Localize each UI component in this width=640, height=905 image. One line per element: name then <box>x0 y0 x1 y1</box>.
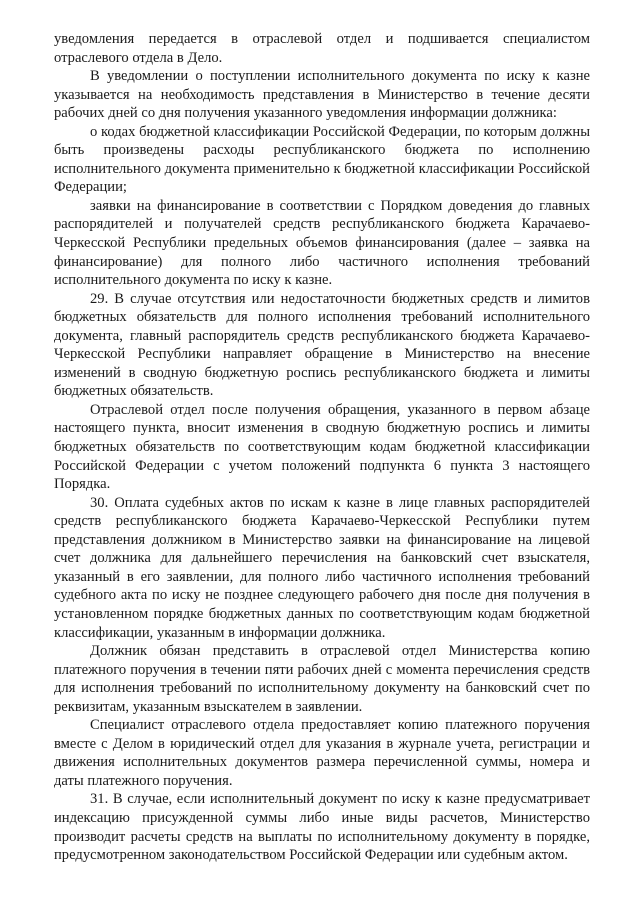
paragraph-budget-codes: о кодах бюджетной классификации Российской Федерации, по которым должны быть произведены расходы республиканского бюджета по исполнению исполнительного документа применительно к бюджетной классификации Российской Федерации; <box>54 123 590 196</box>
paragraph-item-30: 30. Оплата судебных актов по искам к казне в лице главных распорядителей средств республиканского бюджета Карачаево-Черкесской Республики путем представления должником в Министерство заявки на финансирование на лицевой счет должника для дальнейшего перечисления на банковский счет взыскателя, указанный в его заявлении, для полного либо частичного исполнения требований судебного акта по иску не позднее следующего рабочего дня после дня получения в установленном порядке бюджетных данных по соответствующим кодам бюджетной классификации, указанным в информации должника. <box>54 494 590 641</box>
paragraph-notification-info: В уведомлении о поступлении исполнительного документа по иску к казне указывается на необходимость представления в Министерство в течение десяти рабочих дней со дня получения указанного уведомления информации должника: <box>54 68 590 122</box>
paragraph-specialist: Специалист отраслевого отдела предоставляет копию платежного поручения вместе с Делом в юридический отдел для указания в журнале учета, регистрации и движения исполнительных документов размера перечисленной суммы, номера и даты платежного поручения. <box>54 717 590 789</box>
paragraph-financing-request: заявки на финансирование в соответствии с Порядком доведения до главных распорядителей и получателей средств республиканского бюджета Карачаево-Черкесской Республики предельных объемов финансирования (далее – заявка на финансирование) для полного либо частичного исполнения требований исполнительного документа по иску к казне. <box>54 197 590 289</box>
paragraph-item-29: 29. В случае отсутствия или недостаточности бюджетных средств и лимитов бюджетных обязательств для полного исполнения требований исполнительного документа, главный распорядитель средств республиканского бюджета Карачаево-Черкесской Республики направляет обращение в Министерство на внесение изменений в сводную бюджетную роспись республиканского бюджета и лимиты бюджетных обязательств. <box>54 290 590 400</box>
paragraph-debtor-obligation: Должник обязан представить в отраслевой отдел Министерства копию платежного поручения в течении пяти рабочих дней с момента перечисления средств для исполнения требований по исполнительному документу на банковский счет по реквизитам, указанным взыскателем в заявлении. <box>54 643 590 715</box>
paragraph-continuation: уведомления передается в отраслевой отдел и подшивается специалистом отраслевого отдела в Дело. <box>54 31 590 66</box>
document-page <box>54 30 590 865</box>
paragraph-item-31: 31. В случае, если исполнительный документ по иску к казне предусматривает индексацию присужденной суммы либо иные виды расчетов, Министерство производит расчеты средств на выплаты по исполнительному документу в порядке, предусмотренном законодательством Российской Федерации или судебным актом. <box>54 791 590 864</box>
paragraph-sectoral-department: Отраслевой отдел после получения обращения, указанного в первом абзаце настоящего пункта, вносит изменения в сводную бюджетную роспись и лимиты бюджетных обязательств по соответствующим кодам бюджетной классификации Российской Федерации с учетом положений подпункта 6 пункта 3 настоящего Порядка. <box>54 401 590 493</box>
